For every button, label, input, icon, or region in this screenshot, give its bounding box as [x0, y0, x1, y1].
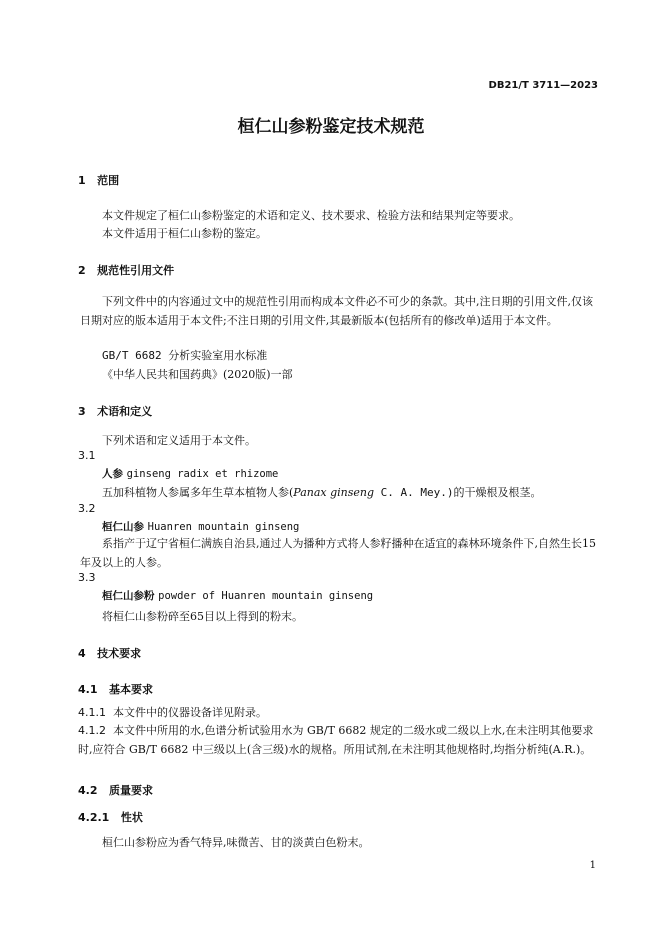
section-number: 2 — [78, 264, 86, 277]
clause-text: 本文件中的仪器设备详见附录。 — [113, 706, 267, 719]
term-en: powder of Huanren mountain ginseng — [158, 590, 374, 602]
term-definition: 系指产于辽宁省桓仁满族自治县,通过人为播种方式将人参籽播种在适宜的森林环境条件下,自然生长15年及以上的人参。 — [80, 537, 596, 569]
term-cn: 桓仁山参粉 — [102, 590, 155, 602]
section-title: 质量要求 — [109, 784, 153, 797]
term-entry — [102, 466, 278, 481]
section-1-heading — [78, 172, 119, 188]
term-entry — [102, 588, 373, 603]
section-number: 4 — [78, 647, 86, 660]
section-number: 3 — [78, 405, 86, 418]
section-number: 4.2.1 — [78, 811, 110, 824]
term-definition: 将桓仁山参粉碎至65目以上得到的粉末。 — [102, 610, 303, 623]
term-number: 3.3 — [78, 571, 96, 584]
paragraph: 本文件规定了桓仁山参粉鉴定的术语和定义、技术要求、检验方法和结果判定等要求。 — [102, 209, 520, 222]
section-2-heading — [78, 262, 174, 278]
clause-text: 本文件中所用的水,色谱分析试验用水为 GB/T 6682 规定的二级水或二级以上水,在未注明其他要求时,应符合 GB/T 6682 中三级以上(含三级)水的规格。所用试剂,在未注明其他规格时,均指分析纯(A.R.)。 — [78, 724, 594, 756]
clause-number: 4.1.2 — [78, 724, 106, 737]
section-number: 4.1 — [78, 683, 98, 696]
definition-text: C. A. Mey.)的干燥根及根茎。 — [374, 486, 542, 499]
term-cn: 桓仁山参 — [102, 521, 144, 533]
section-title: 性状 — [120, 811, 143, 824]
section-title: 技术要求 — [97, 647, 142, 660]
term-en: ginseng radix et rhizome — [126, 468, 279, 480]
page-number: 1 — [589, 860, 596, 871]
clause-4-1-2 — [78, 721, 602, 759]
subsection-4-2-1-heading — [78, 809, 143, 825]
section-title: 规范性引用文件 — [97, 264, 175, 277]
term-entry — [102, 519, 299, 534]
document-title: 桓仁山参粉鉴定技术规范 — [237, 117, 425, 137]
paragraph: 本文件适用于桓仁山参粉的鉴定。 — [102, 227, 267, 240]
term-en: Huanren mountain ginseng — [147, 521, 300, 533]
term-number: 3.2 — [78, 502, 96, 515]
section-number: 4.2 — [78, 784, 98, 797]
section-title: 范围 — [97, 174, 120, 187]
reference-item: GB/T 6682 分析实验室用水标准 — [102, 349, 268, 362]
definition-text: 五加科植物人参属多年生草本植物人参( — [102, 486, 294, 499]
paragraph: 下列文件中的内容通过文中的规范性引用而构成本文件必不可少的条款。其中,注日期的引用文件,仅该日期对应的版本适用于本文件;不注日期的引用文件,其最新版本(包括所有的修改单)适用于本文件。 — [80, 295, 593, 327]
term-definition — [102, 484, 542, 500]
subsection-4-1-heading — [78, 681, 153, 697]
standard-number: DB21/T 3711—2023 — [488, 80, 598, 91]
section-4-heading — [78, 645, 141, 661]
term-cn: 人参 — [102, 468, 123, 480]
section-title: 基本要求 — [109, 683, 153, 696]
term-number: 3.1 — [78, 449, 96, 462]
subsection-4-2-heading — [78, 782, 153, 798]
paragraph: 桓仁山参粉应为香气特异,味微苦、甘的淡黄白色粉末。 — [102, 836, 370, 849]
reference-item: 《中华人民共和国药典》(2020版)一部 — [102, 368, 293, 381]
paragraph: 下列术语和定义适用于本文件。 — [102, 434, 256, 447]
section-3-heading — [78, 403, 152, 419]
clause-4-1-1 — [78, 704, 267, 720]
clause-number: 4.1.1 — [78, 706, 106, 719]
section-number: 1 — [78, 174, 86, 187]
section-title: 术语和定义 — [97, 405, 153, 418]
latin-name: Panax ginseng — [293, 486, 375, 499]
